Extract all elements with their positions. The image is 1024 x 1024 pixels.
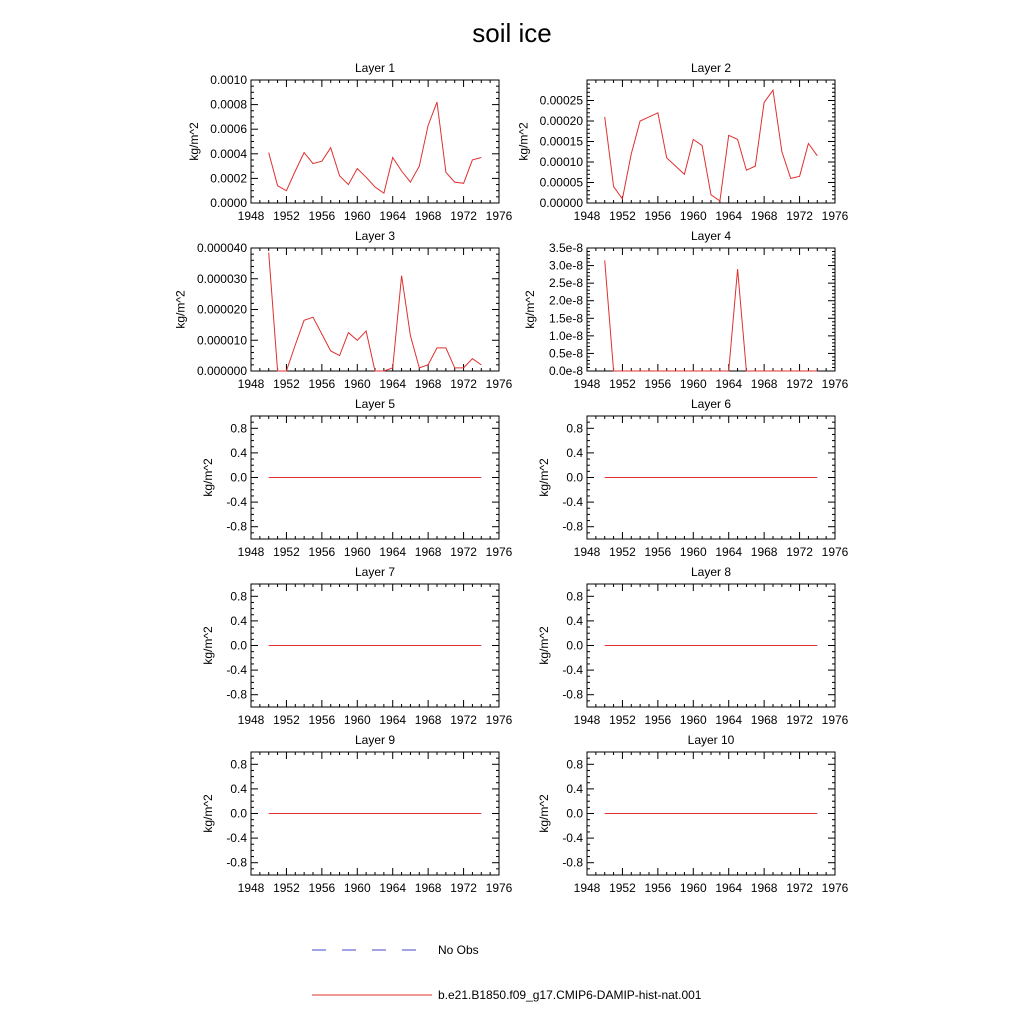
x-tick-label: 1964 [715,209,743,223]
y-tick-label: 0.00015 [539,134,583,149]
x-tick-label: 1972 [450,881,477,895]
x-tick-label: 1960 [343,377,371,391]
y-axis-label: kg/m^2 [516,122,531,161]
y-tick-label: 0.4 [230,781,247,796]
plot-frame [251,248,499,371]
x-tick-label: 1960 [679,545,707,559]
x-tick-label: 1952 [609,881,636,895]
y-tick-label: -0.8 [226,855,247,870]
figure-title: soil ice [472,18,552,48]
y-tick-label: 0.8 [230,757,247,772]
series-line-layer-2 [605,90,818,201]
x-tick-label: 1968 [750,377,778,391]
x-tick-label: 1960 [679,377,707,391]
x-tick-label: 1968 [750,545,778,559]
x-tick-label: 1964 [715,713,743,727]
y-tick-label: 2.5e-8 [548,276,583,291]
x-tick-label: 1968 [414,545,442,559]
x-tick-label: 1952 [609,545,636,559]
x-tick-label: 1976 [821,713,849,727]
y-tick-label: 0.00000 [539,196,583,210]
x-tick-label: 1956 [308,545,336,559]
x-tick-label: 1968 [750,881,778,895]
y-tick-label: 0.8 [230,589,247,604]
y-tick-label: 0.0010 [210,73,247,87]
x-tick-label: 1968 [414,209,442,223]
legend-label-model-run: b.e21.B1850.f09_g17.CMIP6-DAMIP-hist-nat.001 [438,988,702,1002]
x-tick-label: 1952 [273,377,300,391]
x-tick-label: 1952 [273,545,300,559]
x-tick-label: 1964 [715,377,743,391]
panel-layer-2 [516,61,848,223]
x-tick-label: 1956 [644,545,672,559]
y-axis-label: kg/m^2 [536,626,551,665]
panel-layer-9 [201,733,513,895]
y-axis-label: kg/m^2 [523,290,538,329]
x-tick-label: 1972 [450,545,477,559]
y-tick-label: -0.8 [562,687,583,702]
x-tick-label: 1968 [414,377,442,391]
x-tick-label: 1972 [786,881,813,895]
x-tick-label: 1972 [450,713,477,727]
x-tick-label: 1960 [343,545,371,559]
y-tick-label: -0.4 [562,831,583,846]
x-tick-label: 1948 [237,377,265,391]
x-tick-label: 1948 [573,713,601,727]
y-tick-label: 0.4 [230,445,247,460]
y-tick-label: 0.0 [566,470,583,485]
y-axis-label: kg/m^2 [200,794,215,833]
panel-layer-5 [201,397,513,559]
x-tick-label: 1968 [414,881,442,895]
x-tick-label: 1976 [821,377,849,391]
x-tick-label: 1952 [273,713,300,727]
y-tick-label: 0.0002 [210,171,247,186]
x-tick-label: 1972 [786,209,813,223]
panel-title-layer-10: Layer 10 [687,733,735,747]
panel-title-layer-9: Layer 9 [354,733,396,747]
x-tick-label: 1964 [715,881,743,895]
x-tick-label: 1956 [644,713,672,727]
x-tick-label: 1976 [485,881,513,895]
x-tick-label: 1956 [308,377,336,391]
legend-label-no-obs: No Obs [438,943,479,957]
x-tick-label: 1952 [273,209,300,223]
y-tick-label: 1.5e-8 [548,311,583,326]
panel-layer-8 [537,565,849,727]
y-tick-label: 0.0 [230,470,247,485]
x-tick-label: 1956 [308,209,336,223]
x-tick-label: 1968 [750,713,778,727]
panel-layer-7 [201,565,513,727]
y-tick-label: -0.8 [562,855,583,870]
y-tick-label: 0.00005 [539,175,583,190]
x-tick-label: 1960 [343,209,371,223]
x-tick-label: 1972 [786,713,813,727]
y-tick-label: 0.000020 [196,302,247,317]
y-tick-label: 3.0e-8 [548,258,583,273]
x-tick-label: 1948 [573,377,601,391]
plot-frame [587,248,835,371]
y-axis-label: kg/m^2 [187,122,202,161]
y-tick-label: 0.0 [230,806,247,821]
panel-title-layer-8: Layer 8 [690,565,732,579]
plot-frame [587,80,835,203]
plot-frame [251,80,499,203]
panel-layer-10 [537,733,849,895]
x-tick-label: 1956 [308,713,336,727]
x-tick-label: 1956 [644,881,672,895]
x-tick-label: 1964 [379,209,407,223]
y-tick-label: 0.000040 [196,241,247,255]
x-tick-label: 1976 [821,881,849,895]
y-tick-label: 0.0e-8 [548,364,583,378]
y-tick-label: 0.000010 [196,333,247,348]
x-tick-label: 1976 [485,209,513,223]
x-tick-label: 1972 [786,377,813,391]
panel-title-layer-2: Layer 2 [690,61,732,75]
x-tick-label: 1948 [237,881,265,895]
x-tick-label: 1952 [609,713,636,727]
y-tick-label: 0.0004 [210,146,247,161]
x-tick-label: 1976 [485,545,513,559]
panels-group [174,61,849,895]
y-tick-label: -0.4 [226,663,247,678]
x-tick-label: 1948 [573,209,601,223]
legend [312,943,702,1002]
y-tick-label: 0.4 [230,613,247,628]
series-line-layer-1 [269,102,482,193]
y-tick-label: 0.00010 [539,155,583,169]
panel-title-layer-7: Layer 7 [354,565,396,579]
x-tick-label: 1956 [308,881,336,895]
x-tick-label: 1976 [485,377,513,391]
panel-layer-1 [187,61,512,223]
x-tick-label: 1964 [715,545,743,559]
series-line-layer-3 [269,253,482,371]
panel-title-layer-1: Layer 1 [354,61,396,75]
x-tick-label: 1948 [237,713,265,727]
panel-layer-3 [174,229,513,391]
x-tick-label: 1964 [379,545,407,559]
panel-title-layer-6: Layer 6 [690,397,732,411]
y-tick-label: -0.4 [562,495,583,510]
y-axis-label: kg/m^2 [536,458,551,497]
y-tick-label: 3.5e-8 [548,241,583,255]
x-tick-label: 1948 [237,209,265,223]
y-tick-label: 0.0006 [210,122,247,137]
y-tick-label: 0.5e-8 [548,346,583,361]
y-tick-label: 0.0008 [210,97,247,112]
panel-title-layer-3: Layer 3 [354,229,396,243]
x-tick-label: 1948 [573,545,601,559]
x-tick-label: 1968 [750,209,778,223]
panel-layer-4 [523,229,848,391]
y-axis-label: kg/m^2 [200,626,215,665]
y-tick-label: -0.8 [226,687,247,702]
x-tick-label: 1956 [644,377,672,391]
y-tick-label: 0.4 [566,781,583,796]
panel-title-layer-5: Layer 5 [354,397,396,411]
y-axis-label: kg/m^2 [200,458,215,497]
x-tick-label: 1964 [379,377,407,391]
y-axis-label: kg/m^2 [536,794,551,833]
x-tick-label: 1948 [237,545,265,559]
y-tick-label: -0.8 [562,519,583,534]
y-tick-label: 0.8 [566,589,583,604]
y-tick-label: 0.000030 [196,271,247,286]
y-tick-label: 0.4 [566,613,583,628]
y-tick-label: 0.4 [566,445,583,460]
y-tick-label: -0.4 [226,831,247,846]
x-tick-label: 1976 [821,209,849,223]
x-tick-label: 1960 [679,881,707,895]
y-axis-label: kg/m^2 [173,290,188,329]
y-tick-label: 0.0 [566,638,583,653]
y-tick-label: 0.8 [566,421,583,436]
x-tick-label: 1972 [450,209,477,223]
x-tick-label: 1956 [644,209,672,223]
x-tick-label: 1960 [679,713,707,727]
y-tick-label: 0.000000 [196,364,247,378]
x-tick-label: 1960 [343,713,371,727]
x-tick-label: 1952 [609,209,636,223]
x-tick-label: 1952 [609,377,636,391]
y-tick-label: 0.00025 [539,93,583,108]
y-tick-label: 0.0 [566,806,583,821]
x-tick-label: 1968 [414,713,442,727]
y-tick-label: 0.00020 [539,114,583,128]
y-tick-label: -0.8 [226,519,247,534]
x-tick-label: 1964 [379,881,407,895]
y-tick-label: -0.4 [226,495,247,510]
panel-layer-6 [537,397,849,559]
x-tick-label: 1960 [679,209,707,223]
x-tick-label: 1964 [379,713,407,727]
y-tick-label: 1.0e-8 [548,328,583,343]
y-tick-label: 0.0 [230,638,247,653]
x-tick-label: 1976 [485,713,513,727]
series-line-layer-4 [605,260,818,371]
panel-title-layer-4: Layer 4 [690,229,732,243]
y-tick-label: 0.8 [230,421,247,436]
x-tick-label: 1952 [273,881,300,895]
x-tick-label: 1972 [450,377,477,391]
x-tick-label: 1948 [573,881,601,895]
x-tick-label: 1960 [343,881,371,895]
y-tick-label: 0.0000 [210,196,247,210]
y-tick-label: 2.0e-8 [548,293,583,308]
y-tick-label: -0.4 [562,663,583,678]
y-tick-label: 0.8 [566,757,583,772]
x-tick-label: 1976 [821,545,849,559]
x-tick-label: 1972 [786,545,813,559]
